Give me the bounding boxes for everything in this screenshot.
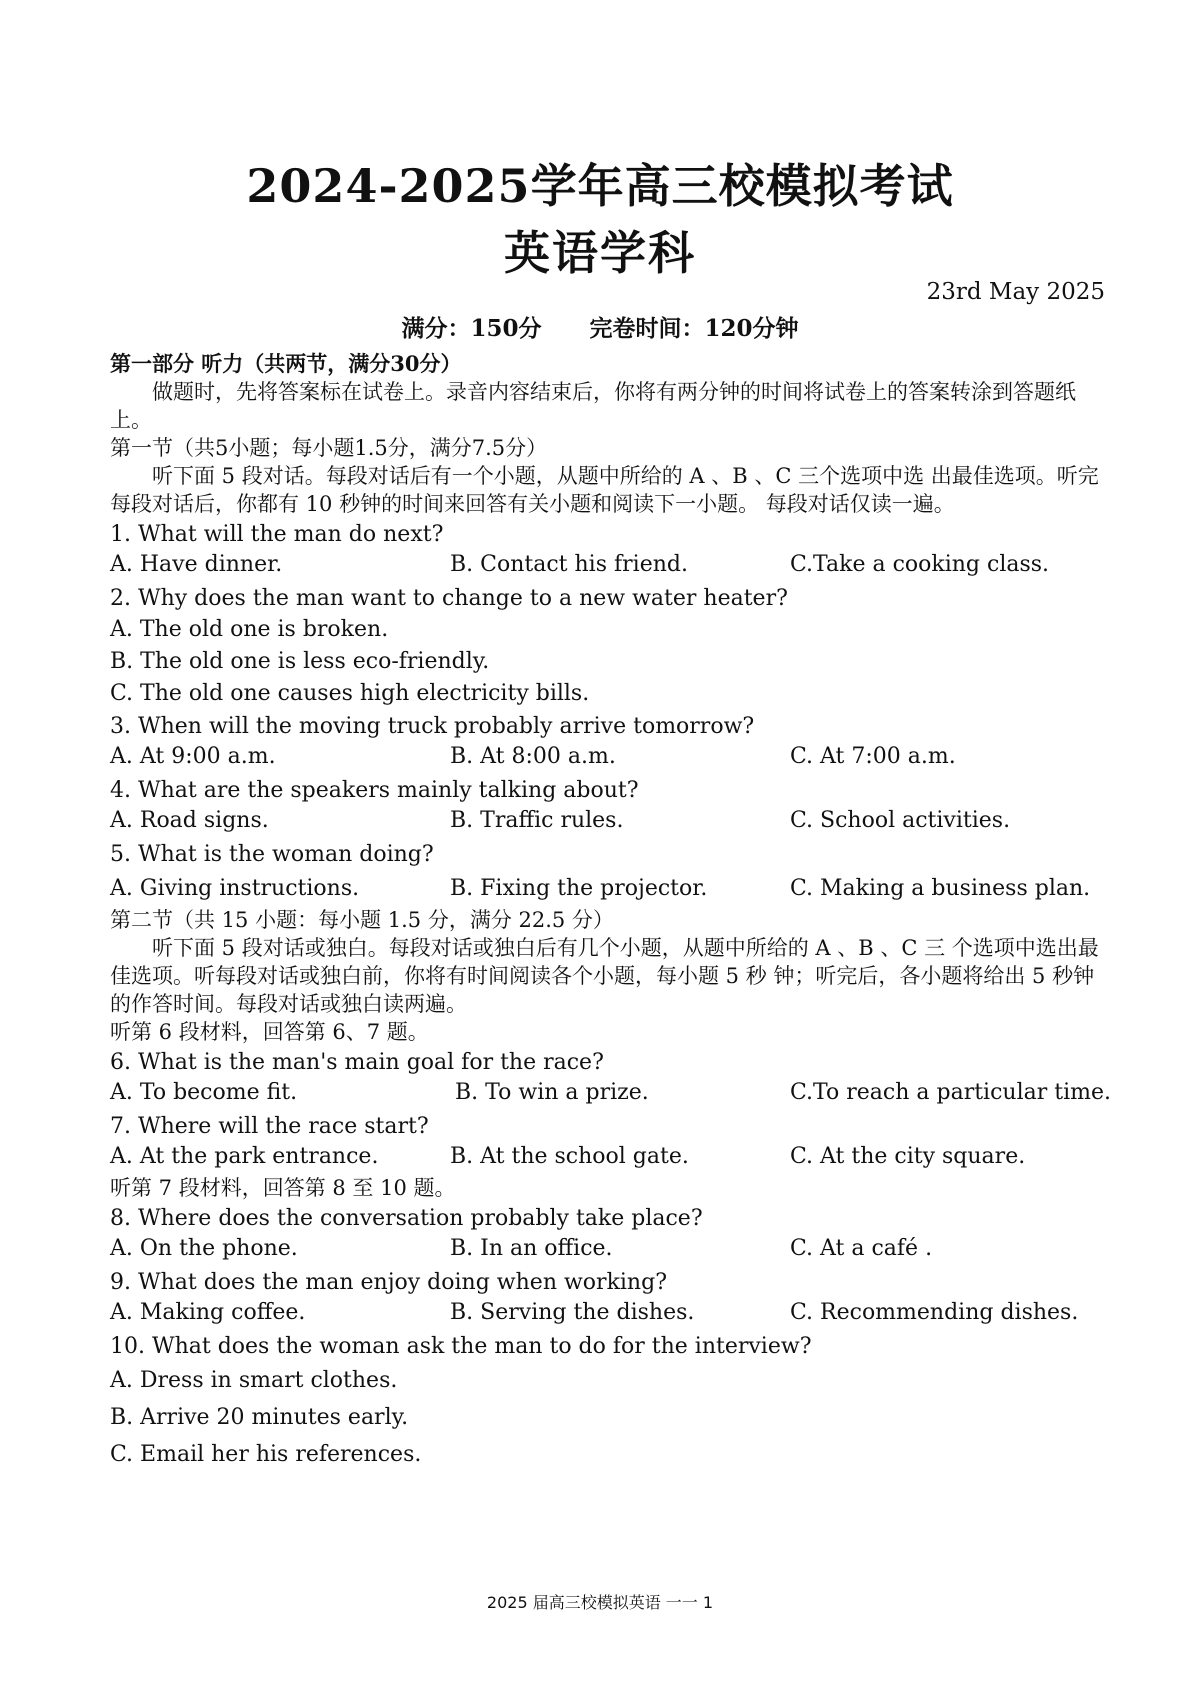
material-7-note: 听第 7 段材料，回答第 8 至 10 题。 — [110, 1176, 456, 1200]
option-1c: C.Take a cooking class. — [790, 552, 1050, 577]
options-3 — [110, 742, 1105, 774]
options-8 — [110, 1234, 1105, 1266]
option-7b: B. At the school gate. — [450, 1144, 689, 1169]
option-2c: C. The old one causes high electricity bills. — [110, 681, 590, 706]
part1-heading: 第一部分 听力（共两节，满分30分） — [110, 351, 462, 376]
option-5c: C. Making a business plan. — [790, 876, 1091, 901]
section2-heading: 第二节（共 15 小题：每小题 1.5 分，满分 22.5 分） — [110, 908, 614, 932]
option-7c: C. At the city square. — [790, 1144, 1026, 1169]
option-4a: A. Road signs. — [110, 808, 269, 833]
option-10a: A. Dress in smart clothes. — [110, 1368, 398, 1393]
option-1b: B. Contact his friend. — [450, 552, 688, 577]
options-4 — [110, 806, 1105, 838]
options-9 — [110, 1298, 1105, 1330]
question-7: 7. Where will the race start? — [110, 1114, 429, 1139]
exam-date: 23rd May 2025 — [926, 279, 1105, 305]
options-6 — [110, 1078, 1111, 1110]
option-7a: A. At the park entrance. — [110, 1144, 379, 1169]
question-6: 6. What is the man's main goal for the race? — [110, 1050, 604, 1075]
option-5a: A. Giving instructions. — [110, 876, 360, 901]
question-5: 5. What is the woman doing? — [110, 842, 434, 867]
options-5 — [110, 874, 1105, 906]
option-4b: B. Traffic rules. — [450, 808, 624, 833]
options-7 — [110, 1142, 1105, 1174]
option-6c: C.To reach a particular time. — [790, 1080, 1111, 1105]
question-2: 2. Why does the man want to change to a new water heater? — [110, 586, 788, 611]
option-8c: C. At a café . — [790, 1236, 933, 1261]
option-3b: B. At 8:00 a.m. — [450, 744, 616, 769]
option-9a: A. Making coffee. — [110, 1300, 306, 1325]
options-1 — [110, 550, 1105, 582]
question-3: 3. When will the moving truck probably arrive tomorrow? — [110, 714, 755, 739]
exam-content — [110, 350, 1111, 1473]
option-8a: A. On the phone. — [110, 1236, 298, 1261]
option-8b: B. In an office. — [450, 1236, 613, 1261]
exam-title: 2024-2025学年高三校模拟考试 — [246, 159, 954, 213]
section1-instruction: 听下面 5 段对话。每段对话后有一个小题，从题中所给的 A 、B 、C 三个选项中选 出最佳选项。听完每段对话后，你都有 10 秒钟的时间来回答有关小题和阅读下一小题。 每段对话仅读一遍。 — [110, 464, 1099, 516]
question-1: 1. What will the man do next? — [110, 522, 444, 547]
option-6a: A. To become fit. — [110, 1080, 298, 1105]
question-10: 10. What does the woman ask the man to do for the interview? — [110, 1334, 812, 1359]
subject-title: 英语学科 — [504, 226, 696, 280]
option-5b: B. Fixing the projector. — [450, 876, 708, 901]
part1-instruction: 做题时，先将答案标在试卷上。录音内容结束后，你将有两分钟的时间将试卷上的答案转涂到答题纸上。 — [110, 380, 1076, 432]
question-9: 9. What does the man enjoy doing when working? — [110, 1270, 667, 1295]
question-8: 8. Where does the conversation probably take place? — [110, 1206, 703, 1231]
option-1a: A. Have dinner. — [110, 552, 283, 577]
option-2a: A. The old one is broken. — [110, 617, 389, 642]
page-footer: 2025 届高三校模拟英语 一一 1 — [486, 1593, 714, 1612]
full-score: 满分：150分 — [401, 315, 542, 342]
exam-duration: 完卷时间：120分钟 — [589, 315, 799, 342]
section1-heading: 第一节（共5小题；每小题1.5分，满分7.5分） — [110, 436, 548, 460]
option-2b: B. The old one is less eco-friendly. — [110, 649, 490, 674]
option-3c: C. At 7:00 a.m. — [790, 744, 956, 769]
option-9c: C. Recommending dishes. — [790, 1300, 1079, 1325]
material-6-note: 听第 6 段材料，回答第 6、7 题。 — [110, 1020, 429, 1044]
option-9b: B. Serving the dishes. — [450, 1300, 695, 1325]
option-10c: C. Email her his references. — [110, 1442, 422, 1467]
score-time-line — [0, 310, 1200, 343]
section2-instruction: 听下面 5 段对话或独白。每段对话或独白后有几个小题，从题中所给的 A 、B 、C 三 个选项中选出最佳选项。听每段对话或独白前，你将有时间阅读各个小题，每小题 5 秒 钟；听完后，各小题将给出 5 秒钟的作答时间。每段对话或独白读两遍。 — [110, 936, 1099, 1016]
question-4: 4. What are the speakers mainly talking about? — [110, 778, 639, 803]
option-3a: A. At 9:00 a.m. — [110, 744, 276, 769]
option-4c: C. School activities. — [790, 808, 1011, 833]
option-6b: B. To win a prize. — [455, 1080, 649, 1105]
option-10b: B. Arrive 20 minutes early. — [110, 1405, 409, 1430]
